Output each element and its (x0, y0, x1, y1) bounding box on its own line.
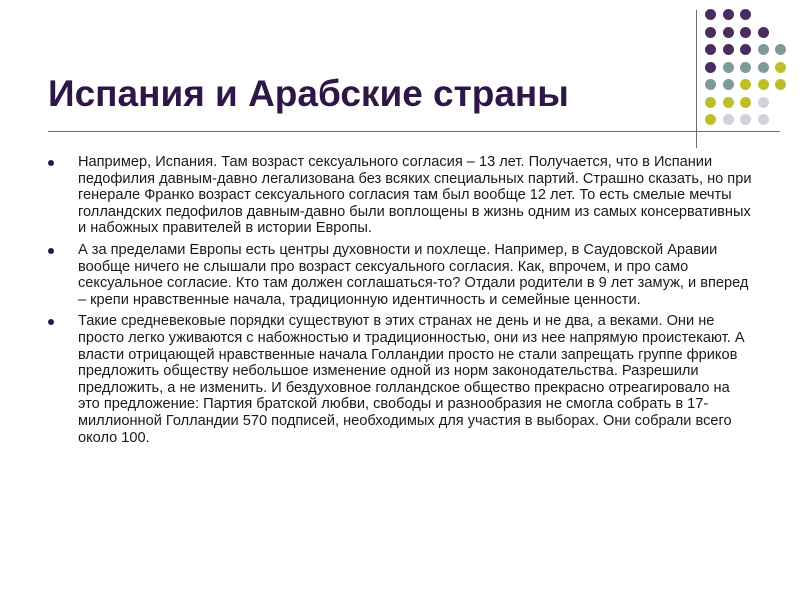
decor-dot (723, 114, 734, 125)
decor-dot (723, 97, 734, 108)
bullet-text: Такие средневековые порядки существуют в этих странах не день и не два, а веками. Они не просто легко уживаются с набожностью и традиционностью, они из нее напрямую проистекают. А власти отрицающей нравственные начала Голландии просто не стали запрещать группе фриков предложить обществу небольшое изменение одной из норм законодательства. Разрешили предложить, а не изменить. И бездуховное голландское общество прекрасно отреагировало на это предложение: Партия братской любви, свободы и разнообразия не смогла собрать в 17-миллионной Голландии 570 подписей, необходимых для участия в выборах. Они собрали всего около 100. (78, 313, 745, 446)
decor-dot (740, 9, 751, 20)
decor-dot (758, 62, 769, 73)
bullet-item (48, 313, 753, 446)
decor-dot (740, 44, 751, 55)
decor-dot (758, 44, 769, 55)
bullet-item (48, 242, 753, 308)
dot-grid-decoration (705, 9, 795, 149)
decor-dot (740, 79, 751, 90)
decor-dot (705, 44, 716, 55)
decor-dot (705, 27, 716, 38)
bullet-text: Например, Испания. Там возраст сексуального согласия – 13 лет. Получается, что в Испании педофилия давным-давно легализована без всяких специальных партий. Страшно сказать, но при генерале Франко возраст сексуального согласия там был вообще 12 лет. То есть смелые мечты голландских педофилов давным-давно были воплощены в жизнь одним из самых консервативных и набожных правителей в истории Европы. (78, 154, 752, 237)
bullet-item (48, 154, 753, 237)
decor-dot (758, 79, 769, 90)
horizontal-rule (48, 131, 780, 132)
decor-dot (723, 44, 734, 55)
bullet-list (48, 154, 753, 446)
decor-dot (775, 79, 786, 90)
bullet-dot-icon (48, 319, 54, 325)
decor-dot (740, 27, 751, 38)
vertical-rule (696, 10, 697, 148)
decor-dot (775, 44, 786, 55)
decor-dot (740, 114, 751, 125)
decor-dot (705, 62, 716, 73)
bullet-dot-icon (48, 248, 54, 254)
decor-dot (705, 97, 716, 108)
decor-dot (705, 79, 716, 90)
bullet-text: А за пределами Европы есть центры духовности и похлеще. Например, в Саудовской Аравии вообще ничего не слышали про возраст сексуального согласия. Как, впрочем, и про само сексуальное согласие. Кто там должен соглашаться-то? Отдали родители в 9 лет замуж, и вперед – крепи нравственные начала, традиционную идентичность и семейные ценности. (78, 241, 749, 308)
decor-dot (758, 97, 769, 108)
decor-dot (705, 114, 716, 125)
slide-title: Испания и Арабские страны (48, 73, 569, 114)
decor-dot (758, 114, 769, 125)
decor-dot (723, 9, 734, 20)
slide-body (48, 154, 753, 451)
decor-dot (740, 62, 751, 73)
bullet-dot-icon (48, 160, 54, 166)
decor-dot (775, 62, 786, 73)
decor-dot (705, 9, 716, 20)
decor-dot (758, 27, 769, 38)
decor-dot (723, 79, 734, 90)
decor-dot (723, 62, 734, 73)
decor-dot (740, 97, 751, 108)
decor-dot (723, 27, 734, 38)
